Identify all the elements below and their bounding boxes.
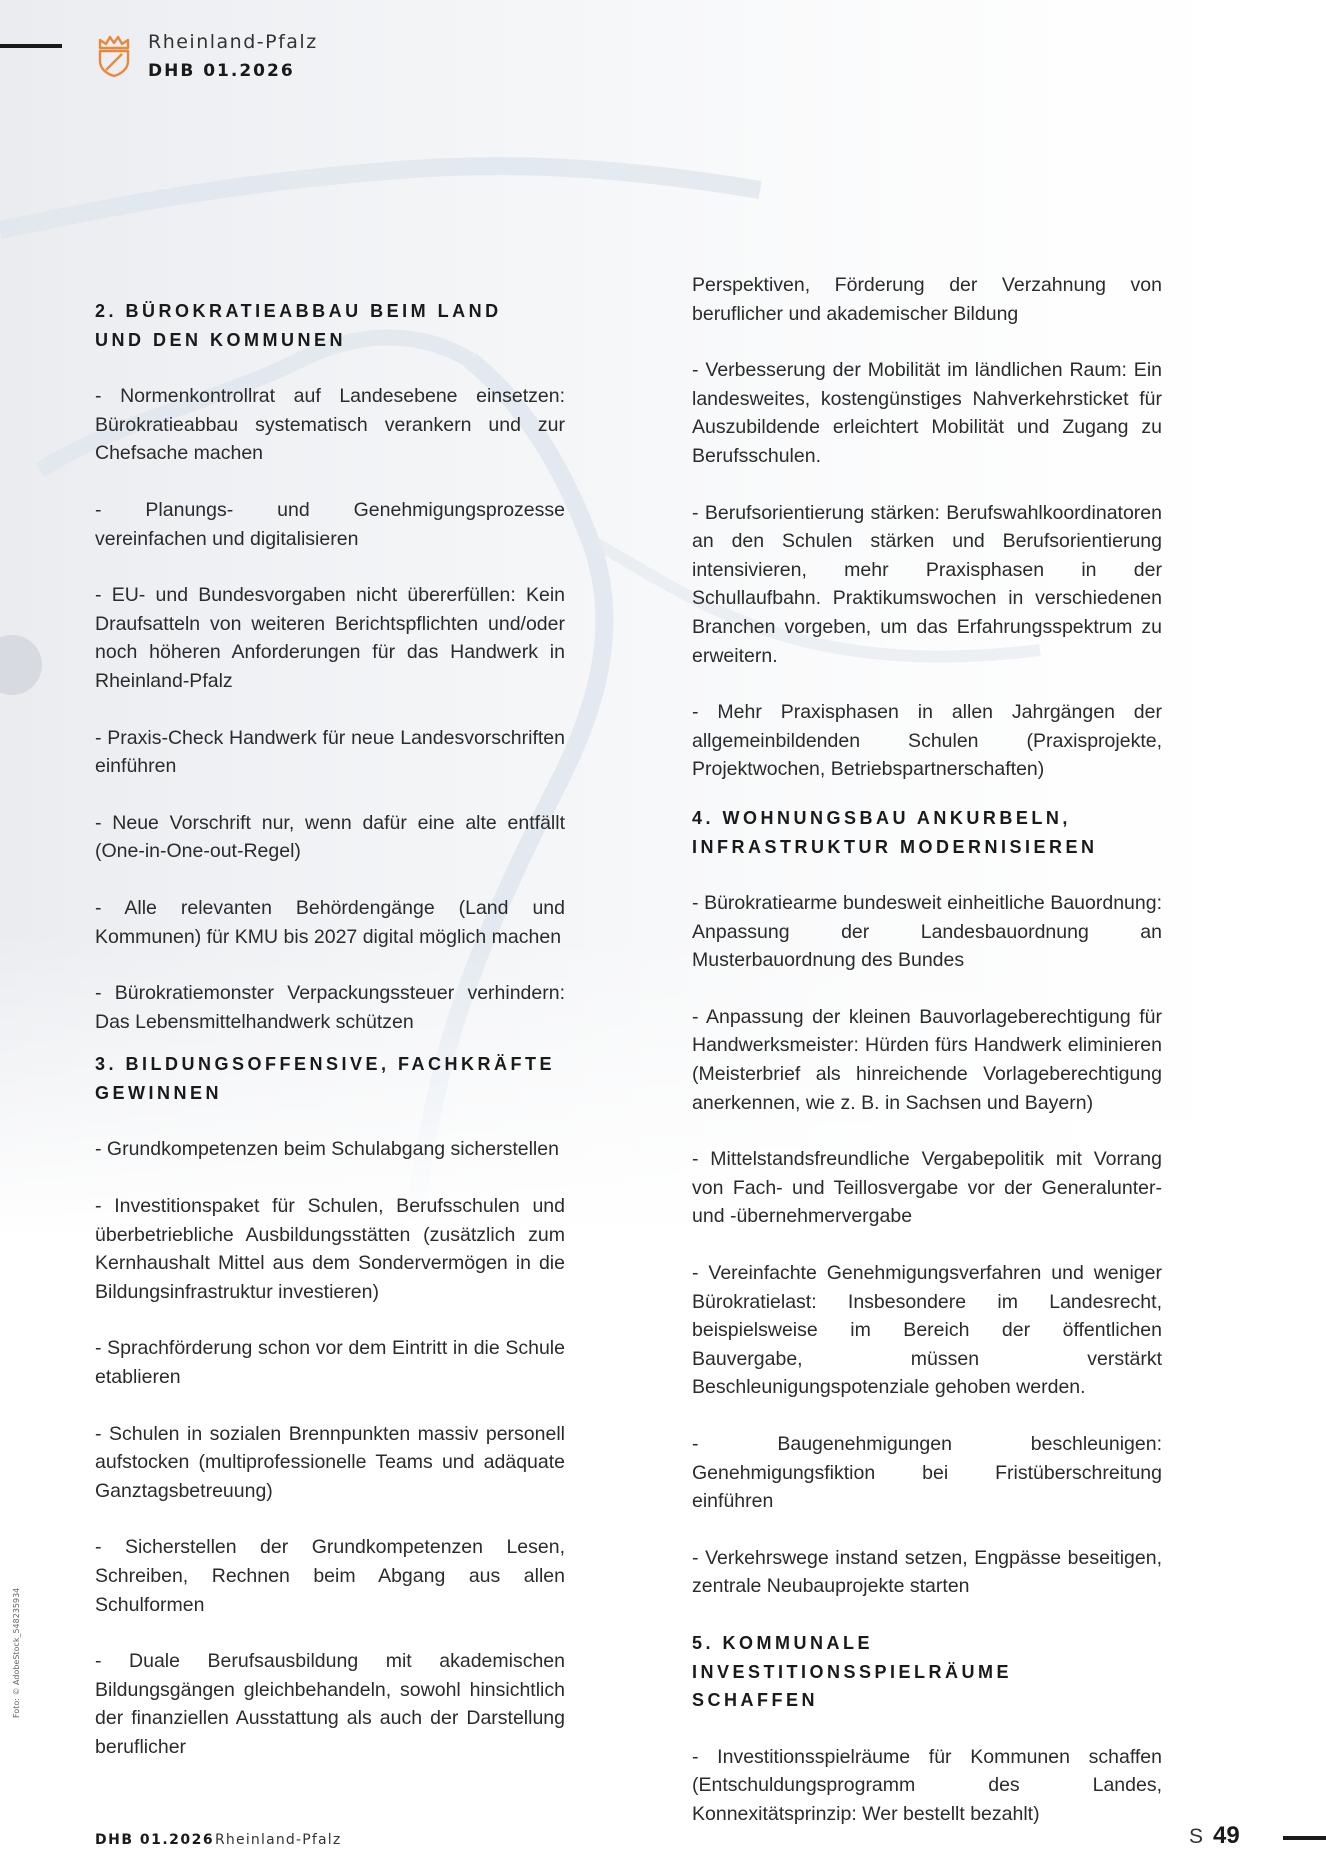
list-item: - Mehr Praxisphasen in allen Jahrgängen der allgemeinbildenden Schulen (Praxisprojekte, Projektwochen, Betriebspartnerschaften): [692, 701, 1162, 781]
list-item: - Grundkompetenzen beim Schulabgang sicherstellen: [95, 1138, 559, 1161]
list-item: - Neue Vorschrift nur, wenn dafür eine alte entfällt (One-in-One-out-Regel): [95, 811, 565, 863]
header-issue: DHB 01.2026: [148, 61, 295, 81]
section-heading-4: [692, 804, 1162, 861]
header-region: Rheinland-Pfalz: [148, 31, 318, 53]
list-item: - Alle relevanten Behördengänge (Land und Kommunen) für KMU bis 2027 digital möglich machen: [95, 896, 565, 948]
list-item: - Anpassung der kleinen Bauvorlageberechtigung für Handwerksmeister: Hürden fürs Handwerk eliminieren (Meisterbrief als hinreichende Vorlageberechtigung anerkennen, wie z. B. in Sachsen und Bayern): [692, 1005, 1162, 1114]
list-item: - Praxis-Check Handwerk für neue Landesvorschriften einführen: [95, 726, 565, 778]
list-item: - Bürokratiemonster Verpackungssteuer verhindern: Das Lebensmittelhandwerk schützen: [95, 982, 565, 1033]
list-item: - Investitionsspielräume für Kommunen schaffen (Entschuldungsprogramm des Landes, Konnexitätsprinzip: Wer bestellt bezahlt): [692, 1745, 1162, 1825]
right-column: [692, 271, 1162, 1857]
list-item: - Verkehrswege instand setzen, Engpässe beseitigen, zentrale Neubauprojekte starten: [692, 1546, 1162, 1598]
list-item: - Berufsorientierung stärken: Berufswahlkoordinatoren an den Schulen stärken und Berufsorientierung intensivieren, mehr Praxisphasen in der Schullaufbahn. Praktikumswochen in verschiedenen Branchen vorgeben, um das Erfahrungsspektrum zu erweitern.: [692, 501, 1162, 667]
list-item: - Normenkontrollrat auf Landesebene einsetzen: Bürokratieabbau systematisch verankern und zur Chefsache machen: [95, 385, 565, 465]
header-rule: [0, 44, 62, 48]
left-column: [95, 297, 565, 1790]
section-heading-5-line2: SCHAFFEN: [692, 1690, 818, 1711]
list-item: - Verbesserung der Mobilität im ländlichen Raum: Ein landesweites, kostengünstiges Nahverkehrsticket für Auszubildende erleichtert Mobilität und Zugang zu Berufsschulen.: [692, 359, 1162, 467]
section-heading-3: [95, 1050, 565, 1107]
footer-rule: [1283, 1836, 1326, 1840]
list-item: - Investitionspaket für Schulen, Berufsschulen und überbetriebliche Ausbildungsstätten (zusätzlich zum Kernhaushalt Mittel aus dem Sondervermögen in die Bildungsinfrastruktur investieren): [95, 1195, 565, 1303]
list-item-continuation: Perspektiven, Förderung der Verzahnung von beruflicher und akademischer Bildung: [692, 274, 1162, 325]
list-item: - Schulen in sozialen Brennpunkten massiv personell aufstocken (multiprofessionelle Teams und adäquate Ganztagsbetreuung): [95, 1422, 565, 1502]
section-heading-2-line1: 2. BÜROKRATIEABBAU BEIM LAND: [95, 301, 502, 321]
footer-region: Rheinland-Pfalz: [215, 1832, 342, 1848]
list-item: - Baugenehmigungen beschleunigen: Genehmigungsfiktion bei Fristüberschreitung einführen: [692, 1433, 1162, 1513]
photo-credit: Foto: © AdobeStock_548235934: [12, 1587, 21, 1718]
section-heading-3-line2: GEWINNEN: [95, 1082, 222, 1103]
section-heading-4-line2: INFRASTRUKTUR MODERNISIEREN: [692, 836, 1098, 857]
list-item: - EU- und Bundesvorgaben nicht übererfüllen: Kein Draufsatteln von weiteren Berichtspflichten und/oder noch höheren Anforderungen für das Handwerk in Rheinland-Pfalz: [95, 584, 565, 692]
list-item: - Sprachförderung schon vor dem Eintritt in die Schule etablieren: [95, 1337, 565, 1389]
page-prefix: S: [1189, 1825, 1204, 1848]
section-heading-2-line2: UND DEN KOMMUNEN: [95, 329, 346, 350]
page-number: 49: [1213, 1822, 1240, 1849]
list-item: - Mittelstandsfreundliche Vergabepolitik mit Vorrang von Fach- und Teillosvergabe vor der Generalunter- und -übernehmervergabe: [692, 1148, 1162, 1228]
list-item: - Planungs- und Genehmigungsprozesse vereinfachen und digitalisieren: [95, 498, 565, 550]
section-heading-5-line1: 5. KOMMUNALE INVESTITIONSSPIELRÄUME: [692, 1632, 1013, 1682]
list-item: - Bürokratiearme bundesweit einheitliche Bauordnung: Anpassung der Landesbauordnung an Musterbauordnung des Bundes: [692, 892, 1162, 972]
section-heading-3-line1: 3. BILDUNGSOFFENSIVE, FACHKRÄFTE: [95, 1054, 556, 1075]
list-item: - Vereinfachte Genehmigungsverfahren und weniger Bürokratielast: Insbesondere im Landesrecht, beispielsweise im Bereich der öffentlichen Bauvergabe, müssen verstärkt Beschleunigungspotenziale gehoben werden.: [692, 1262, 1162, 1399]
section-heading-2: [95, 297, 565, 354]
list-item: - Sicherstellen der Grundkompetenzen Lesen, Schreiben, Rechnen beim Abgang aus allen Schulformen: [95, 1536, 565, 1616]
crown-shield-icon: [96, 34, 132, 78]
section-heading-5: [692, 1629, 1162, 1715]
section-heading-4-line1: 4. WOHNUNGSBAU ANKURBELN,: [692, 807, 1071, 828]
footer-issue: DHB 01.2026: [95, 1832, 215, 1848]
list-item: - Duale Berufsausbildung mit akademischen Bildungsgängen gleichbehandeln, sowohl hinsichtlich der finanziellen Ausstattung als auch der Darstellung beruflicher: [95, 1650, 565, 1758]
